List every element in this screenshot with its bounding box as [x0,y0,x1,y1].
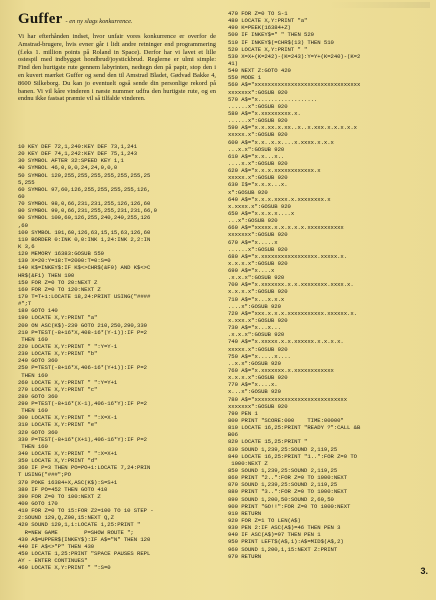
article-subtitle: - en ny slags konkurrence. [65,18,133,25]
code-line: 220 LOCATE X,Y:PRINT " ":Y=Y-1 [18,342,118,350]
code-line: 710 A$="x...x.x.x [228,295,285,303]
code-line: xxxxx.x":GOSUB 920 [228,345,288,353]
code-line: 700 A$="x.xxxxxxx.x.x.xxxxxxxx.xxxx.x. [228,281,354,289]
code-line: 650 A$="x.x.x.x....x [228,209,295,217]
code-line: 310 LOCATE X,Y:PRINT "e" [18,421,98,429]
code-line: x":GOSUB 920 [228,188,268,196]
code-line: 540 NEXT Z:GOTO 420 [228,67,291,75]
code-line: 530 X=X+(K=242)-(K=243):Y=Y+(K=240)-(K=2 [228,52,361,60]
code-line: 900 PRINT "GO!!":FOR Z=0 TO 1000:NEXT [228,502,351,510]
code-line: 770 A$="x....x. [228,381,278,389]
code-listing-right [228,10,424,560]
code-line: 250 P=TEST(-8+16*X,406-16*(Y+1)):IF P=2 [18,364,147,372]
code-line: 800 PRINT "SCORE:000 TIME:00000" [228,417,344,425]
code-line: 500 IF INKEY$=" " THEN 520 [228,31,314,39]
code-line: 110 BORDER 0:INK 0,0:INK 1,24:INK 2,2:IN [18,235,151,243]
code-line: 490 K=PEEK(16384+Z) [228,24,291,32]
code-line: 630 I$="x.x.x...x. [228,181,288,189]
code-line: 850 SOUND 1,239,25:SOUND 2,119,25 [228,467,338,474]
article-title: Guffer [18,11,63,27]
code-line: 570 A$="x.................. [228,95,318,103]
code-line: 41) [228,59,238,67]
code-line: .x.x.x":GOSUB 920 [228,331,285,339]
code-line: ......x":GOSUB 920 [228,245,288,253]
code-line: 210 P=TEST(-8+16*X,408-16*(Y-1)):IF P=2 [18,328,147,336]
code-line: x.x.x.x":GOSUB 920 [228,259,288,267]
code-line: x.x.x.x":GOSUB 920 [228,288,288,296]
code-line: 670 A$="x.....x [228,238,278,246]
code-line: 90 SYMBOL 100,60,126,255,240,240,255,126 [18,214,151,222]
code-line: 80 SYMBOL 99,0,66,231,255,255,231,231,66,0 [18,207,157,215]
code-line: 420 SOUND 129,1,1:LOCATE 1,25:PRINT " [18,521,141,529]
code-line: 270 LOCATE X,Y:PRINT "c" [18,385,98,393]
code-line: 860 PRINT "2..":FOR Z=0 TO 1000:NEXT [228,474,348,482]
code-line: 120 MEMORY 16383:GOSUB 550 [18,250,104,258]
code-line: 440 IF A$<>"P" THEN 430 [18,542,95,550]
code-line: 790 PEN 1 [228,409,258,417]
code-line: ,60 [18,221,28,229]
code-line: 100 SYMBOL 101,60,126,63,15,15,63,126,60 [18,228,151,236]
code-line: ...x":GOSUB 920 [228,217,278,225]
code-line: 390 FOR Z=0 TO 100:NEXT Z [18,492,101,500]
code-line: 370 POKE 16384+X,ASC(K$):S=S+1 [18,478,118,486]
code-line: 150 FOR Z=0 TO 20:NEXT Z [18,278,98,286]
code-line: 140 K$=INKEY$:IF K$<>CHR$(&F0) AND K$<>C [18,264,151,272]
code-line: 350 LOCATE X,Y:PRINT "d" [18,457,98,465]
code-line: ......x":GOSUB 920 [228,102,288,110]
page-number: 3. [420,566,428,576]
code-line: x.xxx.x":GOSUB 920 [228,317,288,325]
code-line: xxxxx.x":GOSUB 920 [228,174,288,182]
code-line: 180 GOTO 140 [18,307,58,315]
code-line: 60 [18,192,25,200]
code-line: #";T [18,300,32,308]
code-line: 50 SYMBOL 120,255,255,255,255,255,255,25 [18,171,151,179]
code-line: 830 SOUND 1,239,25:SOUND 2,119,25 [228,445,338,453]
code-line: 430 A$=UPPER$(INKEY$):IF A$="N" THEN 120 [18,535,151,543]
code-line: xxxxx.x":GOSUB 920 [228,131,288,139]
code-line: 550 MODE 1 [228,74,262,82]
code-line: ....x":GOSUB 920 [228,302,281,310]
code-line: 200 ON ASC(K$)-239 GOTO 210,250,290,330 [18,321,147,329]
code-line: xxxxxxx":GOSUB 920 [228,88,288,96]
code-line: 590 A$="x.x.xx.x.xx..x..x.xxx.x.x.x.x.x [228,124,357,132]
code-line: 450 LOCATE 1,25:PRINT "SPACE PAUSES REPL [18,550,151,558]
code-line: 840 LOCATE 16,25:PRINT "1..":FOR Z=0 TO [228,452,357,460]
code-line: 20 KEY DEF 74,1,242:KEY DEF 75,1,243 [18,150,138,158]
code-line: 130 X=20:Y=18:T=2000:T=0:S=0 [18,257,111,265]
code-line: 10 KEY DEF 72,1,240:KEY DEF 73,1,241 [18,143,138,150]
code-line: 330 P=TEST(-8+16*(X+1),406-16*Y):IF P=2 [18,435,147,443]
code-line: 410 FOR Z=0 TO 15:FOR Z2=100 TO 10 STEP - [18,507,154,515]
code-line: 160 FOR Z=0 TO 120:NEXT Z [18,285,101,293]
code-line: THEN 160 [18,407,48,415]
code-line: 5,255 [18,178,35,186]
code-line: 820 LOCATE 15,25:PRINT " [228,438,308,446]
code-line: 810 LOCATE 16,25:PRINT "READY ?":CALL &B [228,424,361,432]
code-line: THEN 160 [18,371,48,379]
code-line: 660 A$="xxxxx.x.x.x.x.x.xxxxxxxxxxx [228,224,344,232]
code-line: T USING("###";PO [18,471,71,479]
code-line: AY - ENTER CONTINUES" [18,557,88,565]
code-line: ..x.x":GOSUB 920 [228,359,281,367]
code-line: 260 LOCATE X,Y:PRINT " ":Y=Y+1 [18,378,118,386]
code-line: ....x.x":GOSUB 920 [228,159,288,167]
code-line: 360 IF P=3 THEN PO=PO+1:LOCATE 7,24:PRIN [18,464,151,472]
code-line: ......x":GOSUB 920 [228,117,288,125]
code-line: xxxxxxx":GOSUB 920 [228,231,288,239]
code-line: R=NEW GAME P=SHOW ROUTE "; [18,528,134,536]
article-intro [18,12,216,103]
code-line: 290 P=TEST(-8+16*(X-1),406-16*Y):IF P=2 [18,400,147,408]
code-line: 920 FOR Z=1 TO LEN(A$) [228,516,301,524]
code-line: 300 LOCATE X,Y:PRINT " ":X=X-1 [18,414,118,422]
code-line: 580 A$="x.xxxxxxxxx.x. [228,109,301,117]
code-line: 930 PEN 2:IF ASC(A$)=46 THEN PEN 3 [228,524,341,532]
code-line: 240 GOTO 360 [18,357,58,365]
code-line: 730 A$="x...x... [228,324,281,332]
code-line: 320 GOTO 360 [18,428,58,436]
code-line: 460 LOCATE X,Y:PRINT " ":S=0 [18,564,111,572]
code-line: 720 A$="xxx.x.x.x.xxxxxxxxxxx.xxxxxx.x. [228,309,357,317]
code-line: 600 A$="x.x..x.x....x.xxxx.x.x.x [228,138,334,146]
code-line: 510 IF INKEY$(=CHR$(13) THEN 510 [228,38,334,46]
code-line: 890 SOUND 1,200,50:SOUND 2,60,50 [228,495,334,503]
code-line: 640 A$="x.x.x.xxxx.x.xxxxxxxx.x [228,195,331,203]
code-line: 1000:NEXT Z [228,459,268,467]
code-line: ...x.x":GOSUB 920 [228,145,285,153]
code-line: 400 GOTO 170 [18,500,58,508]
code-line: .x.x.x":GOSUB 920 [228,274,285,282]
code-line: x.x.x.x":GOSUB 920 [228,374,288,382]
code-line: 620 A$="x.x.x.xxxxxxxxxxxx.x [228,167,321,175]
code-line: 170 T=T+1:LOCATE 18,24:PRINT USING("#### [18,292,151,300]
code-line: 910 RETURN [228,509,262,517]
code-line: 380 IF PO=452 THEN GOTO 410 [18,485,108,493]
code-line: 280 GOTO 360 [18,392,58,400]
code-line: 970 RETURN [228,552,262,560]
code-line: 760 A$="x.xxxxxxx.x.xxxxxxxxxxxx [228,367,334,375]
code-line: 880 PRINT "3..":FOR Z=0 TO 1000:NEXT [228,488,348,496]
code-line: 950 PRINT LEFT$(A$,1):A$=MID$(A$,2) [228,538,344,546]
code-line: 2:SOUND 129,Q,Z00,15:NEXT Q,Z [18,514,114,522]
code-line: 740 A$="x.xxxxx.x.x.xxxxxx.x.x.x.x. [228,338,344,346]
code-line: xxxxxxx":GOSUB 920 [228,402,288,410]
code-line: 60 SYMBOL 97,60,126,255,255,255,255,126, [18,185,151,193]
code-line: 780 A$="xxxxxxxxxxxxxxxxxxxxxxxxxxxx [228,395,348,403]
code-line: x...x":GOSUB 920 [228,388,281,396]
intro-paragraph: Vi har efterhånden indset, hvor unfair vores konkurrence er overfor de Amstrad-brugere, hvis evner går i lidt andre retninger end programmering (f.eks 1. million points på Roland in Space). Derfor har vi lavet et lille ostespil med indbygget hondbrud/joystickbrud. Reglerne er ulmi simple: Find den hurtigste rute gennem labyrinten, nedtegn den på papir, stop den i en kuvert mærket Guffer og send den til Amstrad Bladet, Gødvad Bakke 4, 8600 Silkeborg. Du kan jo eventuelt også sende din personlige rekord på banen. Vi vil kåre vinderen i næste nummer udfra den hurtigste rute, og en endnu ikke fastsat præmie vil så tilfalde vinderen. [18,33,216,103]
code-line: HR$(&F1) THEN 190 [18,271,75,279]
code-line: 30 SYMBOL AFTER 32:SPEED KEY 1,1 [18,157,124,165]
code-line: B06 [228,431,238,439]
code-listing-left [18,143,216,571]
code-line: 750 A$="x.....x.... [228,352,291,360]
title-line [18,12,216,29]
code-line: 680 A$="x.xxxxxxxxxxxxxxxxx.xxxxx.x. [228,252,348,260]
code-line: x.xxxx.x":GOSUB 920 [228,202,291,210]
code-line: 870 SOUND 1,239,25:SOUND 2,119,25 [228,481,338,489]
code-line: 520 LOCATE X,Y:PRINT " " [228,45,308,53]
code-line: 190 LOCATE X,Y:PRINT "a" [18,314,98,322]
code-line: 610 A$="x.x...x.. [228,152,285,160]
code-line: THEN 160 [18,335,48,343]
code-line: THEN 160 [18,442,48,450]
code-line: 480 LOCATE X,Y:PRINT "a" [228,17,308,25]
code-line: 230 LOCATE X,Y:PRINT "b" [18,350,98,358]
code-line: 560 A$="xxxxxxxxxxxxxxxxxxxxxxxxxxxxxxxx [228,81,361,89]
code-line: 690 A$="x....x [228,267,275,275]
code-line: 70 SYMBOL 98,0,66,231,231,255,126,126,60 [18,200,151,208]
code-line: 470 FOR Z=0 TO S-1 [228,10,288,17]
code-line: 960 SOUND 1,200,1,15:NEXT Z:PRINT [228,545,338,553]
code-line: 340 LOCATE X,Y:PRINT " ":X=X+1 [18,450,118,458]
code-line: 940 IF ASC(A$)=97 THEN PEN 1 [228,531,321,539]
page-top-fade [330,2,430,8]
code-line: K 3,6 [18,242,35,250]
code-line: 40 SYMBOL 46,0,0,0,24,24,0,0,0 [18,164,118,172]
